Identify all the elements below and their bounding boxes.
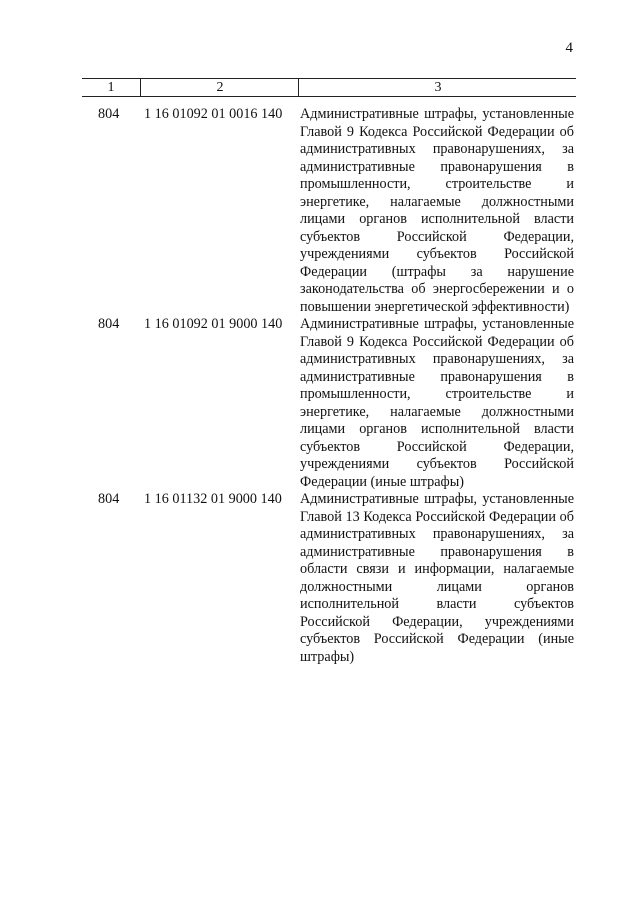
header-col-1: 1 — [107, 80, 115, 95]
admin-code: 804 — [98, 316, 120, 332]
budget-classification-code: 1 16 01092 01 0016 140 — [144, 106, 283, 122]
budget-classification-code: 1 16 01092 01 9000 140 — [144, 316, 283, 332]
table-row — [82, 106, 576, 316]
table-row — [82, 491, 576, 666]
table-body — [82, 106, 576, 666]
table-header — [82, 78, 576, 97]
header-col-2: 2 — [140, 79, 299, 96]
revenue-description: Административные штрафы, установленные Главой 9 Кодекса Российской Федерации об административных правонарушениях, за административные правонарушения в промышленности, строительстве и энергетике, налагаемые должностными лицами органов исполнительной власти субъектов Российской Федерации, учреждениями субъектов Российской Федерации (иные штрафы) — [300, 316, 574, 490]
revenue-description: Административные штрафы, установленные Главой 9 Кодекса Российской Федерации об административных правонарушениях, за административные правонарушения в промышленности, строительстве и энергетике, налагаемые должностными лицами органов исполнительной власти субъектов Российской Федерации, учреждениями субъектов Российской Федерации (штрафы за нарушение законодательства об энергосбережении и о повышении энергетической эффективности) — [300, 106, 574, 315]
table-row — [82, 316, 576, 491]
admin-code: 804 — [98, 491, 120, 507]
admin-code: 804 — [98, 106, 120, 122]
header-col-3: 3 — [298, 79, 577, 96]
page-number: 4 — [565, 40, 573, 56]
budget-classification-code: 1 16 01132 01 9000 140 — [144, 491, 282, 507]
revenue-description: Административные штрафы, установленные Главой 13 Кодекса Российской Федерации об административных правонарушениях, за административные правонарушения в области связи и информации, налагаемые должностными лицами органов исполнительной власти субъектов Российской Федерации, учреждениями субъектов Российской Федерации (иные штрафы) — [300, 491, 574, 665]
